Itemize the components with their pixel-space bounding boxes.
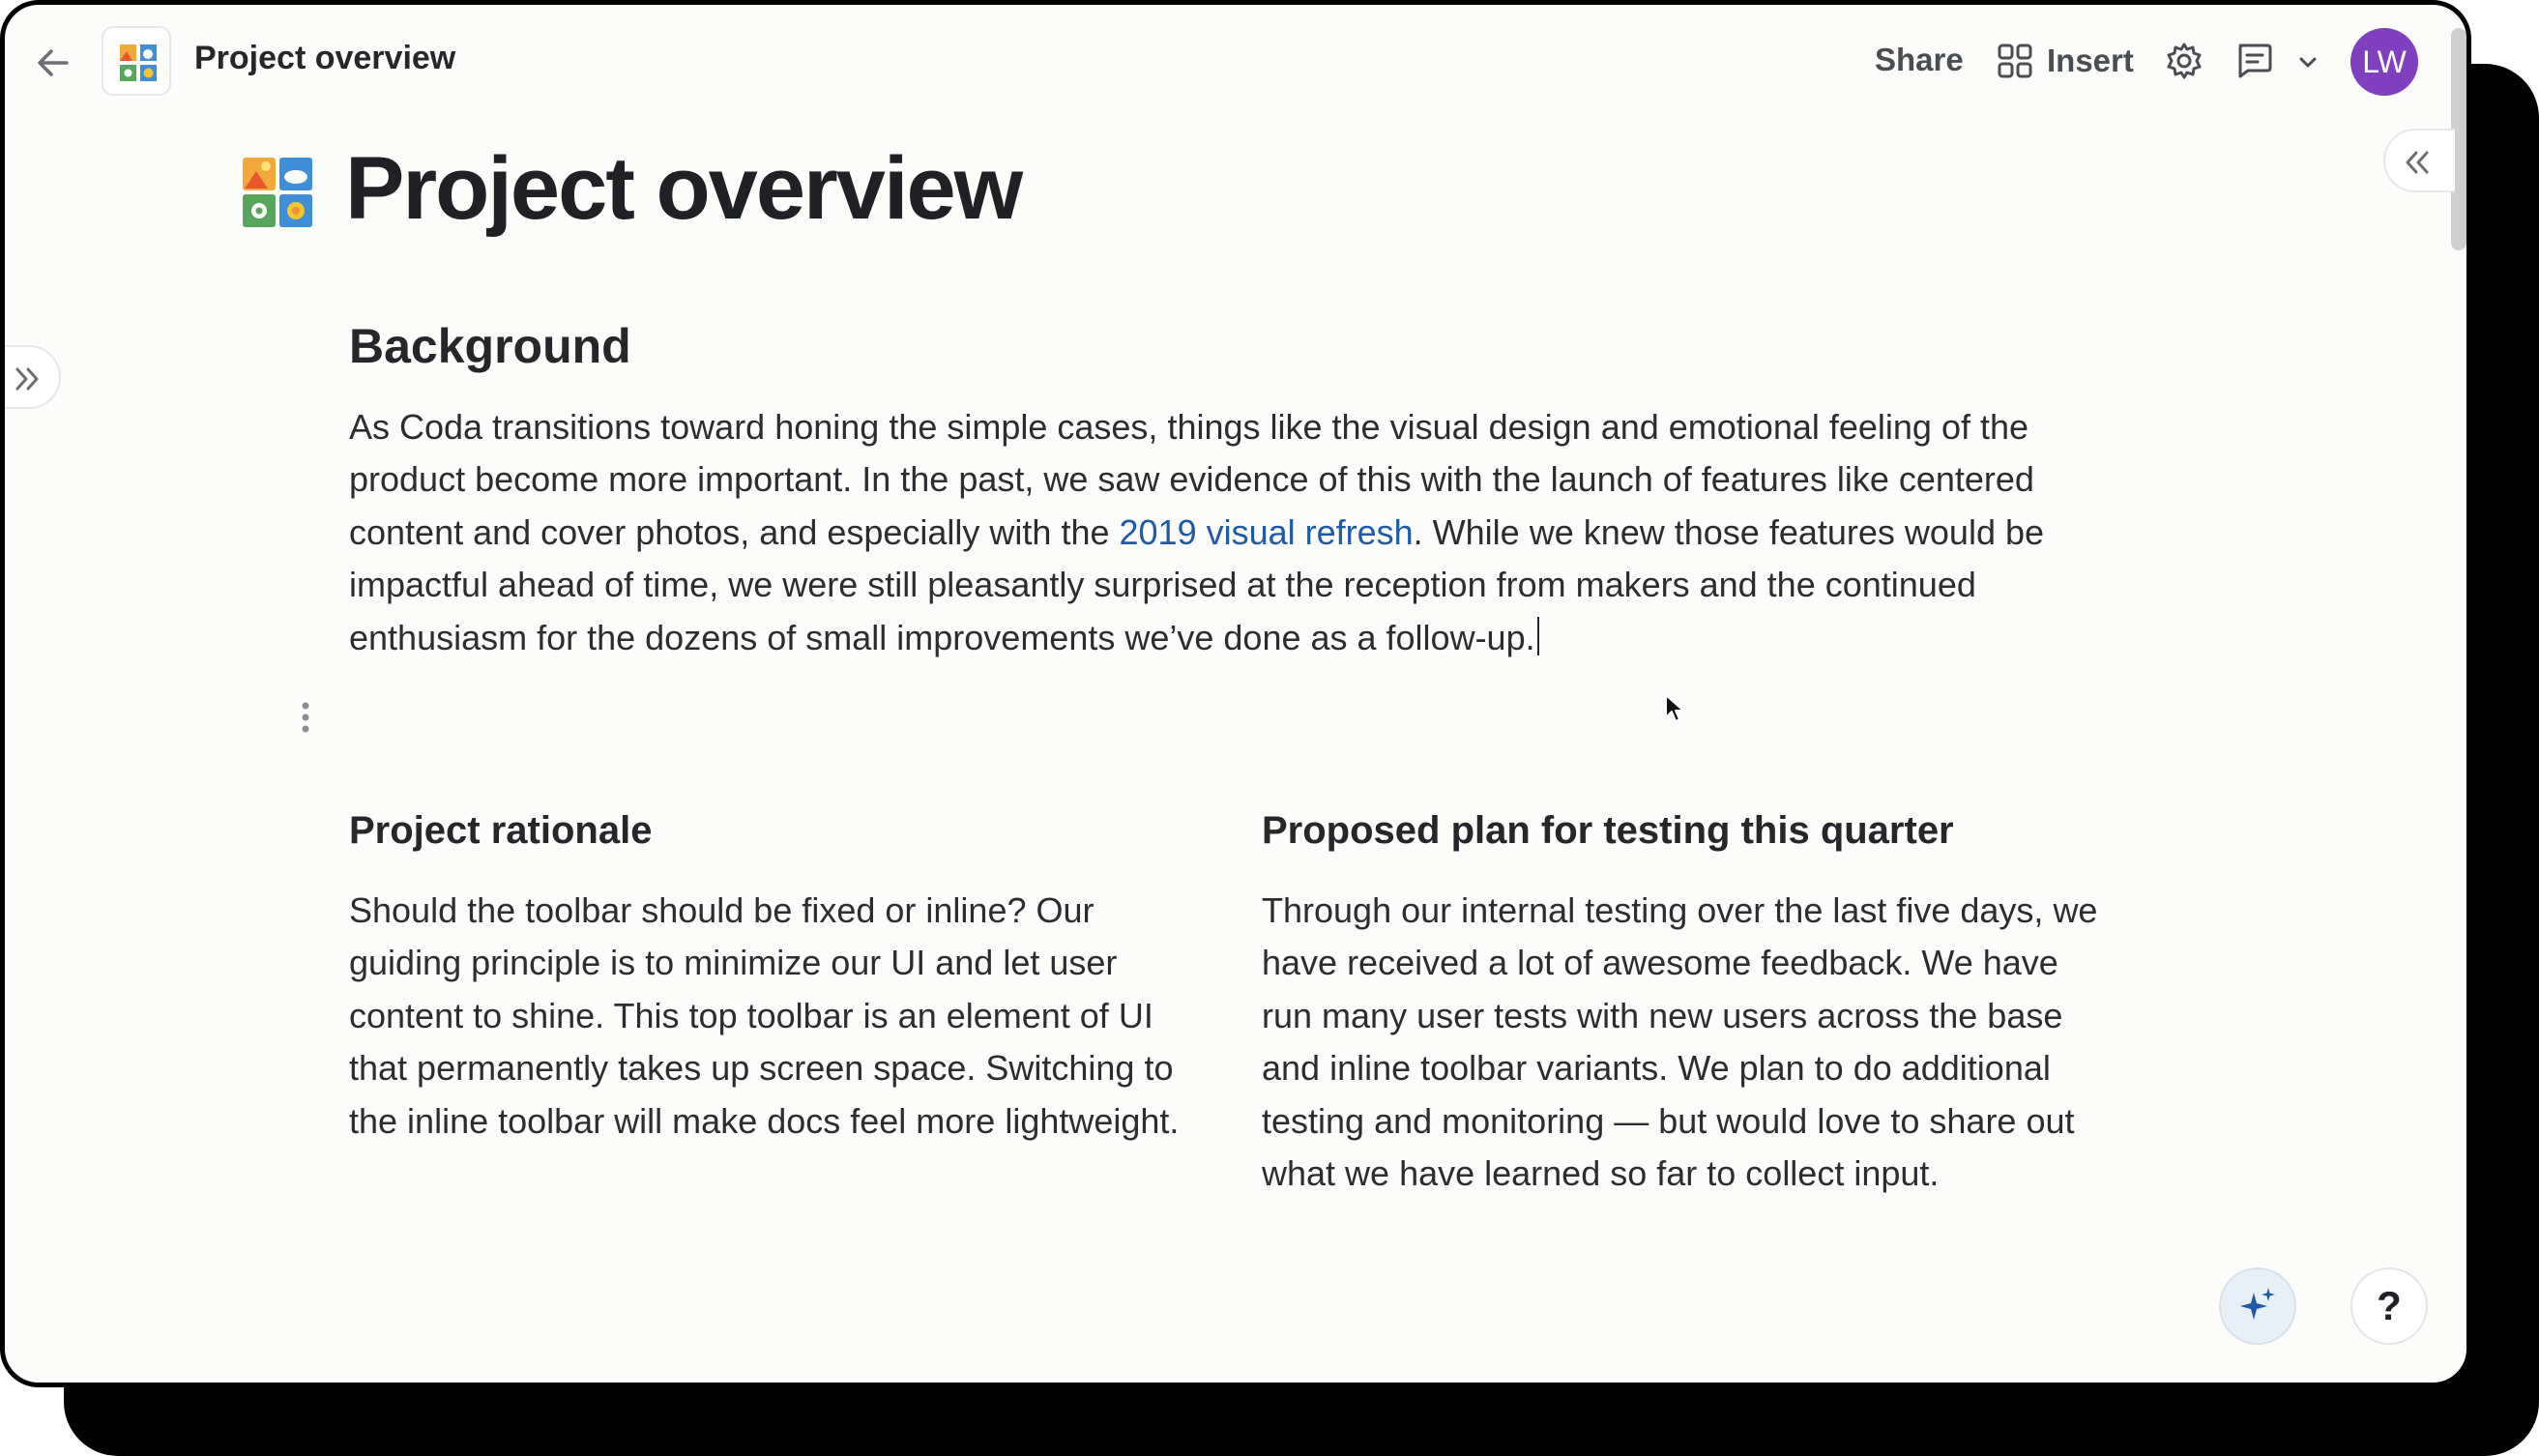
- drag-handle-icon: [300, 701, 311, 734]
- doc-icon-button[interactable]: [102, 26, 171, 96]
- cursor-icon: [1664, 693, 1685, 724]
- help-button[interactable]: ?: [2350, 1267, 2428, 1345]
- ai-sparkle-icon: [2236, 1285, 2279, 1327]
- page-title[interactable]: Project overview: [345, 139, 1022, 238]
- project-rationale-text[interactable]: Should the toolbar should be fixed or inline? Our guiding principle is to minimize our UI and let user content to shine. This top toolbar is an element of UI that permanently takes up screen space. Switching to the inline toolbar will make docs feel more lightweight.: [349, 890, 1180, 1141]
- comments-button[interactable]: [2234, 42, 2273, 85]
- insert-button[interactable]: [1997, 40, 2134, 82]
- insert-icon: [1997, 43, 2033, 79]
- collapse-panel-icon: [2403, 148, 2432, 177]
- collapse-right-panel-button[interactable]: [2383, 129, 2455, 192]
- comments-dropdown-button[interactable]: [2296, 51, 2320, 79]
- ai-assistant-button[interactable]: [2219, 1267, 2296, 1345]
- mouse-cursor: [1664, 693, 1685, 729]
- expand-left-panel-button[interactable]: [1, 345, 61, 409]
- chevron-down-icon: [2296, 51, 2320, 74]
- block-drag-handle[interactable]: [300, 701, 311, 739]
- visual-refresh-link[interactable]: 2019 visual refresh: [1119, 511, 1414, 552]
- background-text-part1: As Coda transitions toward honing the simple cases, things like the visual design and emotional feeling of the product become more important. In the past, we saw evidence of this with the launch of features like centered content and cover photos, and especially with the: [349, 407, 2034, 552]
- project-rationale-heading[interactable]: Project rationale: [349, 809, 653, 852]
- user-avatar[interactable]: LW: [2350, 28, 2418, 96]
- doc-title[interactable]: Project overview: [194, 40, 456, 76]
- back-button[interactable]: [34, 44, 73, 82]
- background-paragraph[interactable]: [349, 401, 2089, 664]
- share-button[interactable]: Share: [1875, 42, 1964, 77]
- background-text-part2: . While we knew those features would be impactful ahead of time, we were still pleasantly surprised at the reception from makers and the continued enthusiasm for the dozens of small improvements we’ve done as a follow-up.: [349, 511, 2045, 657]
- expand-panel-icon: [13, 364, 42, 393]
- page-icon[interactable]: [243, 158, 312, 232]
- gear-icon: [2165, 42, 2203, 80]
- comment-icon: [2234, 42, 2273, 80]
- testing-plan-text[interactable]: Through our internal testing over the last five days, we have received a lot of awesome feedback. We have run many user tests with new users across the base and inline toolbar variants. We plan to do additional testing and monitoring — but would love to share out what we have learned so far to collect input.: [1262, 890, 2098, 1194]
- doc-icon: [119, 44, 158, 82]
- testing-plan-heading[interactable]: Proposed plan for testing this quarter: [1262, 809, 1954, 852]
- top-bar: [5, 5, 2466, 121]
- insert-label: Insert: [2047, 43, 2134, 78]
- page-emoji-icon: [243, 158, 312, 227]
- back-arrow-icon: [34, 44, 73, 82]
- background-heading[interactable]: Background: [349, 319, 631, 373]
- settings-button[interactable]: [2165, 42, 2203, 85]
- text-caret: [1537, 617, 1539, 655]
